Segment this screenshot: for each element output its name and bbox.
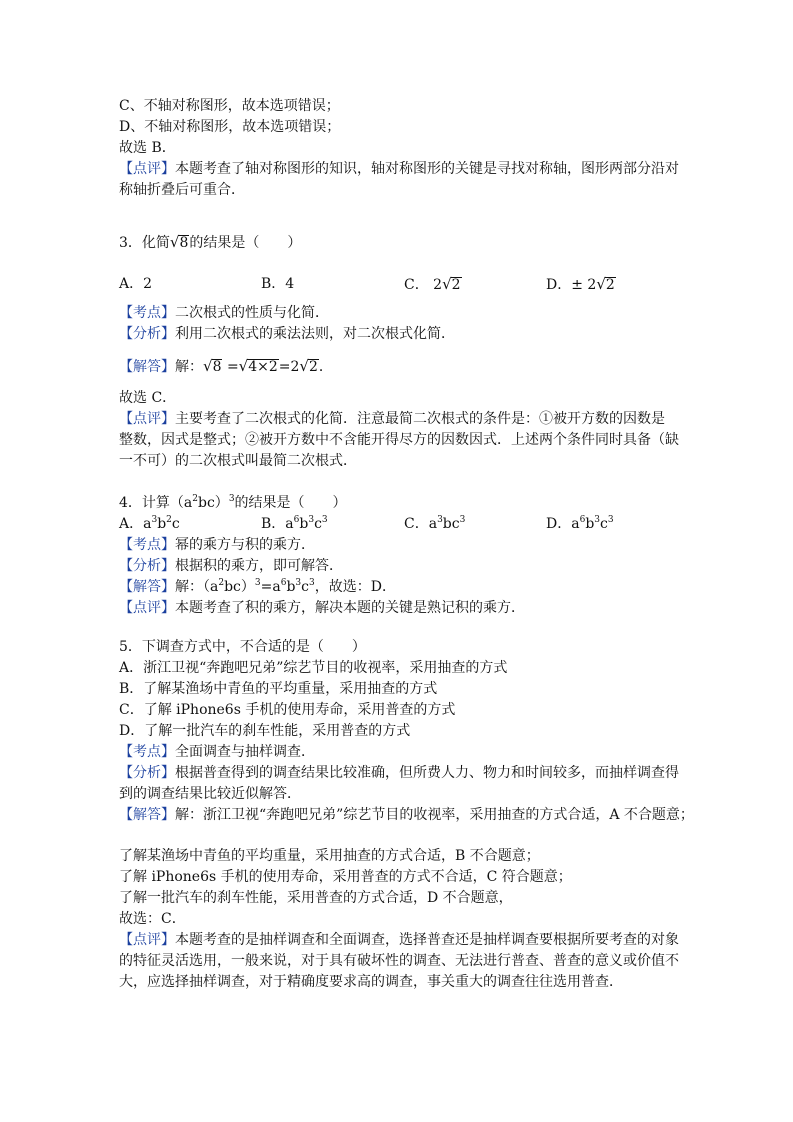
q5-comment-cont: 的特征灵活选用，一般来说，对于具有破坏性的调查、无法进行普查、普查的意义或价值不 xyxy=(119,953,679,969)
q4-option-a: A．$a^3b^2c$ xyxy=(119,515,180,532)
q4-solution: 【解答】解：$(a^2bc)^3=a^6b^3c^3$，故选：D． xyxy=(119,578,396,595)
q5-analysis: 【分析】根据普查得到的调查结果比较准确，但所费人力、物力和时间较多，而抽样调查得 xyxy=(119,765,679,781)
q5-comment-cont: 大，应选择抽样调查，对于精确度要求高的调查，事关重大的调查往往选用普查． xyxy=(119,974,623,990)
q2-option-c-analysis: C、不轴对称图形，故本选项错误； xyxy=(119,98,340,114)
q5-option-c: C．了解 iPhone6s 手机的使用寿命，采用普查的方式 xyxy=(119,702,456,718)
q3-comment: 【点评】主要考查了二次根式的化简．注意最简二次根式的条件是：①被开方数的因数是 xyxy=(119,411,665,427)
q5-choice: 故选：C． xyxy=(119,911,186,927)
q2-choice: 故选 B． xyxy=(119,140,176,156)
radical: √2 xyxy=(442,275,461,293)
q5-option-b: B．了解某渔场中青鱼的平均重量，采用抽查的方式 xyxy=(119,681,438,697)
q3-option-a: A．2 xyxy=(119,276,153,292)
q3-option-b: B．4 xyxy=(261,276,295,292)
q3-solution: 【解答】解：√8 =√4×2=2√2． xyxy=(119,356,333,377)
q4-option-c: C．$a^3bc^3$ xyxy=(404,515,466,532)
q5-point: 【考点】全面调查与抽样调查． xyxy=(119,744,315,760)
q5-option-a: A．浙江卫视“奔跑吧兄弟”综艺节目的收视率，采用抽查的方式 xyxy=(119,660,508,676)
q3-option-c: C． 2√2 xyxy=(404,274,462,295)
q5-option-d: D．了解一批汽车的刹车性能，采用普查的方式 xyxy=(119,723,411,739)
q5-comment: 【点评】本题考查的是抽样调查和全面调查，选择普查还是抽样调查要根据所要考查的对象 xyxy=(119,932,679,948)
q5-analysis-cont: 到的调查结果比较近似解答． xyxy=(119,786,301,802)
q5-stem: 5．下调查方式中，不合适的是（ ） xyxy=(119,639,366,655)
q5-solution-d: 了解一批汽车的刹车性能，采用普查的方式合适，D 不合题意， xyxy=(119,890,513,906)
q2-comment: 【点评】本题考查了轴对称图形的知识，轴对称图形的关键是寻找对称轴，图形两部分沿对 xyxy=(119,161,679,177)
q3-option-d: D．± 2√2 xyxy=(546,274,616,295)
q4-option-d: D．$a^6b^3c^3$ xyxy=(546,515,614,532)
radical: √4×2 xyxy=(238,357,278,375)
q2-option-d-analysis: D、不轴对称图形，故本选项错误； xyxy=(119,119,341,135)
q5-solution: 【解答】解：浙江卫视“奔跑吧兄弟”综艺节目的收视率，采用抽查的方式合适，A 不合题意； xyxy=(119,807,694,823)
q3-analysis: 【分析】利用二次根式的乘法法则，对二次根式化简． xyxy=(119,326,455,342)
radical: √8 xyxy=(203,357,222,375)
radical: √8 xyxy=(169,233,189,251)
q4-option-b: B．$a^6b^3c^3$ xyxy=(261,515,328,532)
q3-point: 【考点】二次根式的性质与化简． xyxy=(119,305,329,321)
q4-stem: 4．计算$(a^2bc)^3$的结果是（ ） xyxy=(119,494,347,511)
q3-comment-cont: 整数，因式是整式；②被开方数中不含能开得尽方的因数因式．上述两个条件同时具备（缺 xyxy=(119,432,679,448)
q5-solution-b: 了解某渔场中青鱼的平均重量，采用抽查的方式合适，B 不合题意； xyxy=(119,848,540,864)
q5-solution-c: 了解 iPhone6s 手机的使用寿命，采用普查的方式不合适，C 符合题意； xyxy=(119,869,572,885)
radical: √2 xyxy=(299,357,318,375)
comment-tag: 【点评】 xyxy=(119,161,175,177)
q3-stem: 3．化简√8的结果是（ ） xyxy=(119,232,301,253)
q4-analysis: 【分析】根据积的乘方，即可解答． xyxy=(119,558,343,574)
q3-choice: 故选 C． xyxy=(119,390,177,406)
q3-comment-cont: 一不可）的二次根式叫最简二次根式． xyxy=(119,453,357,469)
q4-point: 【考点】幂的乘方与积的乘方． xyxy=(119,537,315,553)
q2-comment-cont: 称轴折叠后可重合． xyxy=(119,182,245,198)
radical: √2 xyxy=(596,275,615,293)
q4-comment: 【点评】本题考查了积的乘方，解决本题的关键是熟记积的乘方． xyxy=(119,600,525,616)
